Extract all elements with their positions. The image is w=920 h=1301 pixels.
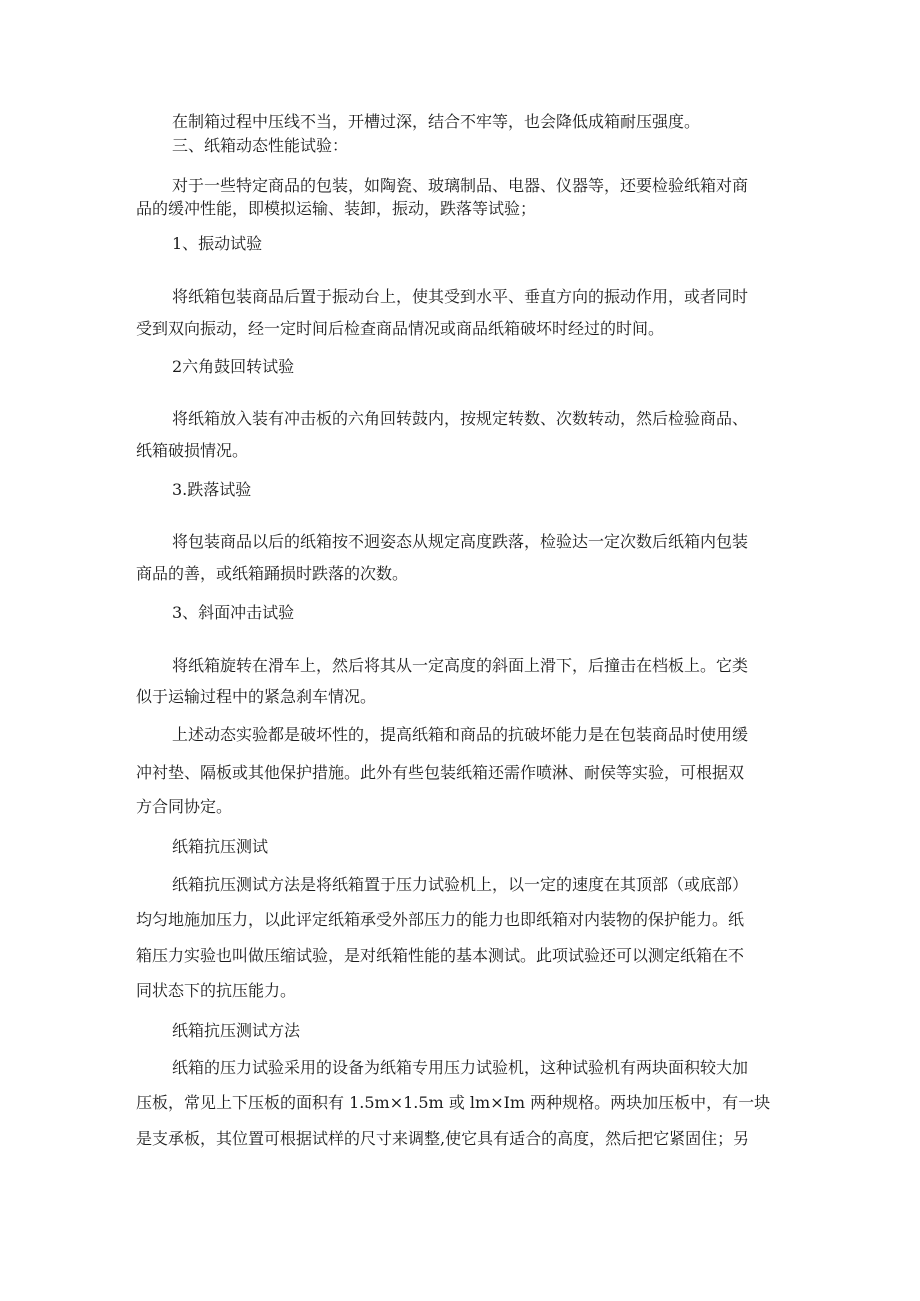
text-line: 均匀地施加压力，以此评定纸箱承受外部压力的能力也即纸箱对内装物的保护能力。纸 [136, 910, 745, 929]
text-line: 上述动态实验都是破坏性的，提高纸箱和商品的抗破坏能力是在包装商品时使用缓 [172, 725, 749, 744]
text-line: 似于运输过程中的紧急刹车情况。 [136, 687, 377, 706]
text-line: 纸箱破损情况。 [136, 441, 249, 460]
text-line: 是支承板，其位置可根据试样的尺寸来调整,使它具有适合的高度，然后把它紧固住；另 [136, 1129, 750, 1148]
text-line: 纸箱抗压测试方法是将纸箱置于压力试验机上，以一定的速度在其顶部（或底部） [172, 875, 749, 894]
subheading: 1、振动试验 [172, 234, 263, 253]
subheading: 3.跌落试验 [172, 480, 252, 499]
text-line: 箱压力实验也叫做压缩试验，是对纸箱性能的基本测试。此项试验还可以测定纸箱在不 [136, 946, 745, 965]
text-line: 冲衬垫、隔板或其他保护措施。此外有些包装纸箱还需作喷淋、耐侯等实验，可根据双 [136, 763, 745, 782]
section-heading: 纸箱抗压测试方法 [172, 1021, 301, 1040]
text-line: 方合同协定。 [136, 797, 233, 816]
text-line: 压板，常见上下压板的面积有 1.5m×1.5m 或 lm×Im 两种规格。两块加压板中，有一块 [136, 1093, 771, 1112]
text-line: 将纸箱旋转在滑车上，然后将其从一定高度的斜面上滑下，后撞击在档板上。它类 [172, 656, 749, 675]
text-line: 同状态下的抗压能力。 [136, 981, 297, 1000]
text-line: 将包装商品以后的纸箱按不迥姿态从规定高度跌落，检验达一定次数后纸箱内包装 [172, 532, 749, 551]
subheading: 2六角鼓回转试验 [172, 357, 295, 376]
section-heading: 三、纸箱动态性能试验： [172, 136, 349, 155]
text-line: 受到双向振动，经一定时间后检查商品情况或商品纸箱破坏时经过的时间。 [136, 319, 665, 338]
text-line: 品的缓冲性能，即模拟运输、装卸，振动，跌落等试验； [136, 199, 537, 218]
text-line: 在制箱过程中压线不当，开槽过深，结合不牢等，也会降低成箱耐压强度。 [172, 112, 701, 131]
text-line: 纸箱的压力试验采用的设备为纸箱专用压力试验机，这种试验机有两块面积较大加 [172, 1058, 749, 1077]
text-line: 对于一些特定商品的包装，如陶瓷、玻璃制品、电器、仪器等，还要检验纸箱对商 [172, 176, 749, 195]
text-line: 将纸箱包装商品后置于振动台上，使其受到水平、垂直方向的振动作用，或者同时 [172, 287, 749, 306]
text-line: 将纸箱放入装有冲击板的六角回转鼓内，按规定转数、次数转动，然后检验商品、 [172, 409, 749, 428]
text-line: 商品的善，或纸箱踊损时跌落的次数。 [136, 564, 409, 583]
section-heading: 纸箱抗压测试 [172, 837, 269, 856]
subheading: 3、斜面冲击试验 [172, 603, 295, 622]
